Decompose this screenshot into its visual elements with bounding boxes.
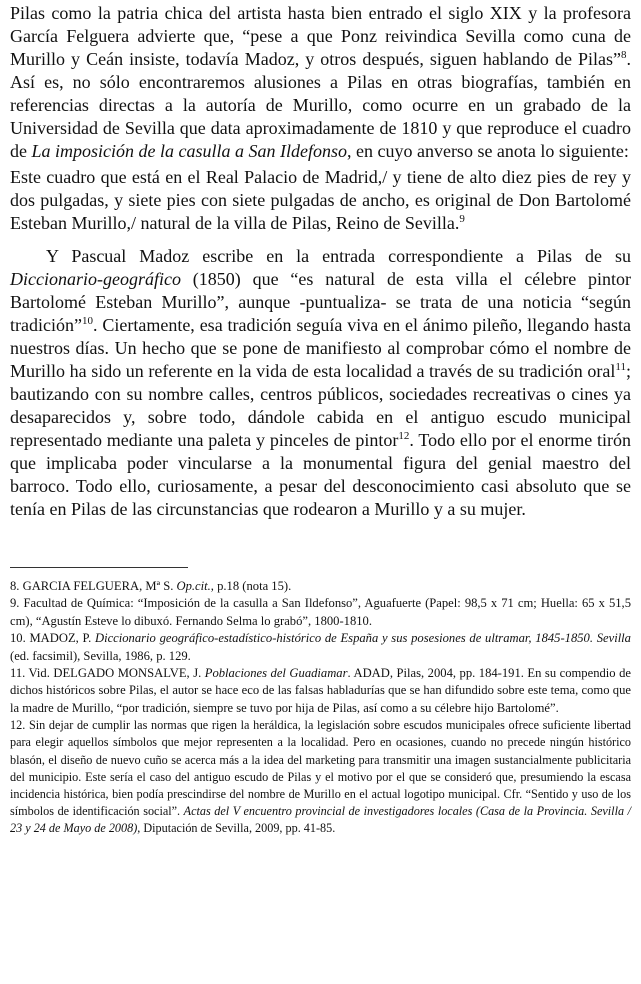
artwork-title: La imposición de la casulla a San Ildefonso bbox=[31, 141, 347, 161]
paragraph-text: . Ciertamente, esa tradición seguía viva en el ánimo pileño, llegando hasta nuestros días. Un hecho que se pone de manifiesto al comprobar cómo el nombre de Murillo ha sido un referente en la vida de esta localidad a través de su tradición oral bbox=[10, 315, 631, 381]
footnote-text: 12. Sin dejar de cumplir las normas que rigen la heráldica, la legislación sobre escudos municipales ofrece suficiente libertad para elegir aquellos símbolos que mejor representen a la localidad. Pero en ocasiones, cuando no precede ningún histórico blasón, el diseño de nuevo cuño se acerca más a la idea del marketing para transmitir una imagen sustancialmente publicitaria del municipio. Este sería el caso del antiguo escudo de Pilas y el motivo por el que se consideró que, presumiendo la escasa incidencia histórica, bien podía prescindirse del nombre de Murillo en el actual logotipo municipal. Cfr. “Sentido y uso de los símbolos de identificación social”. bbox=[10, 718, 631, 819]
footnote-italic: Op.cit. bbox=[176, 579, 211, 593]
footnote-text: 8. GARCIA FELGUERA, Mª S. bbox=[10, 579, 177, 593]
paragraph-text: ; bautizando con su nombre calles, centros públicos, sociedades recreativas o cines ya desaparecidos y, sobre todo, dándole cabida en el antiguo escudo municipal representado mediante una paleta y pinceles de pintor bbox=[10, 361, 631, 450]
footnote-ref-12[interactable]: 12 bbox=[398, 430, 410, 442]
footnote-ref-8[interactable]: 8 bbox=[621, 49, 627, 61]
paragraph-text: Pilas como la patria chica del artista hasta bien entrado el siglo XIX y la profesora García Felguera advierte que, “pese a que Ponz reivindica Sevilla como cuna de Murillo y Ceán insiste, todavía Madoz, y otros después, siguen hablando de Pilas” bbox=[10, 3, 631, 69]
footnote-separator bbox=[10, 567, 188, 568]
footnote-italic: Actas del V encuentro provincial de investigadores locales (Casa de la Provincia. Sevilla / 23 y 24 de Mayo de 2008) bbox=[10, 804, 631, 836]
body-text bbox=[10, 2, 631, 521]
footnote-text: , Diputación de Sevilla, 2009, pp. 41-85. bbox=[137, 821, 336, 836]
paragraph-text: , en cuyo anverso se anota lo siguiente: bbox=[346, 141, 629, 161]
paragraph-text: . Todo ello por el enorme tirón que implicaba poder vincularse a la monumental figura del genial maestro del barroco. Todo ello, curiosamente, a pesar del desconocimiento casi absoluto que se tenía en Pilas de las circunstancias que rodearon a Murillo y a su mujer. bbox=[10, 430, 632, 519]
footnote-11 bbox=[10, 665, 631, 717]
footnote-ref-11[interactable]: 11 bbox=[615, 361, 626, 373]
footnote-text: 10. MADOZ, P. bbox=[10, 631, 95, 646]
footnote-12 bbox=[10, 717, 631, 837]
footnote-9: 9. Facultad de Química: “Imposición de la casulla a San Ildefonso”, Aguafuerte (Papel: 98,5 x 71 cm; Huella: 65 x 51,5 cm), “Agustín Esteve lo dibuxó. Fernando Selma lo grabó”, 1800-1810. bbox=[10, 596, 631, 628]
book-title: Diccionario-geográfico bbox=[10, 269, 181, 289]
block-quote bbox=[10, 163, 631, 245]
quote-text: Este cuadro que está en el Real Palacio de Madrid,/ y tiene de alto diez pies de rey y dos pulgadas, y siete pies con siete pulgadas de ancho, es original de Don Bartolomé Esteban Murillo,/ natural de la villa de Pilas, Reino de Sevilla. bbox=[10, 167, 631, 233]
footnotes bbox=[10, 578, 631, 838]
footnote-text: (ed. facsimil), Sevilla, 1986, p. 129. bbox=[10, 648, 191, 663]
footnote-text: 11. Vid. DELGADO MONSALVE, J. bbox=[10, 666, 205, 681]
paragraph-text: . Así es, no sólo encontraremos alusiones a Pilas en otras biografías, también en referencias directas a la autoría de Murillo, como ocurre en un grabado de la Universidad de Sevilla que data aproximadamente de 1810 y que reproduce el cuadro de bbox=[10, 49, 631, 161]
footnote-text: , p.18 (nota 15). bbox=[210, 579, 292, 593]
paragraph-1 bbox=[10, 2, 631, 163]
paragraph-2 bbox=[10, 245, 631, 521]
footnote-ref-10[interactable]: 10 bbox=[81, 315, 93, 327]
footnote-italic: Diccionario geográfico-estadístico-histórico de España y sus posesiones de ultramar, 1845-1850. Sevilla bbox=[94, 631, 631, 646]
footnote-10 bbox=[10, 630, 631, 665]
footnote-text: . ADAD, Pilas, 2004, pp. 184-191. En su compendio de dichos históricos sobre Pilas, el autor se hace eco de las falsas habladurías que se han difundido sobre este tema, como que la madre de Murillo, “por tradición, siempre se tuvo por hija de Pilas, así como a su célebre hijo Bartolomé”. bbox=[10, 666, 631, 715]
paragraph-text: (1850) que “es natural de esta villa el célebre pintor Bartolomé Esteban Murillo”, aunque -puntualiza- se trata de una noticia “según tradición” bbox=[10, 269, 631, 335]
paragraph-text: Y Pascual Madoz escribe en la entrada correspondiente a Pilas de su bbox=[46, 246, 631, 266]
footnote-ref-9[interactable]: 9 bbox=[459, 213, 465, 225]
footnote-8 bbox=[10, 578, 631, 595]
footnote-italic: Poblaciones del Guadiamar bbox=[204, 666, 348, 681]
